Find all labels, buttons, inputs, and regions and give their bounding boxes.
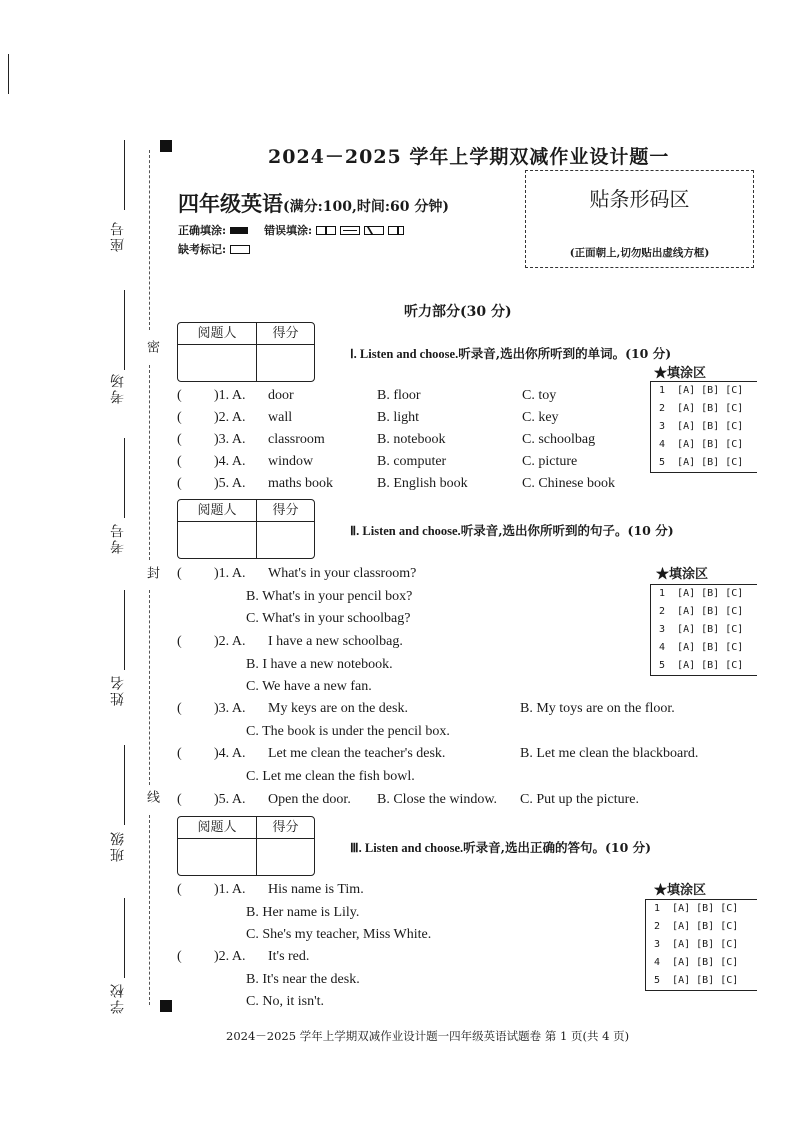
option-c: C. Let me clean the fish bowl. [246, 769, 415, 784]
answer-area-label: ★填涂区 [654, 883, 707, 898]
alignment-mark-top [160, 140, 172, 152]
wrong-fill-sample [340, 226, 360, 235]
name-line [124, 590, 125, 670]
question-number: )1. A. [214, 388, 246, 403]
question-row [177, 566, 417, 582]
score-box-divider [256, 344, 257, 381]
option-c: C. Put up the picture. [520, 792, 639, 807]
option-b: B. light [377, 410, 420, 425]
barcode-area [525, 170, 754, 268]
option-a: My keys are on the desk. [268, 701, 408, 716]
answer-row[interactable]: 3 [A] [B] [C] [659, 421, 744, 432]
fill-instructions [178, 222, 404, 238]
exam-no-label: 考号 [110, 522, 126, 554]
barcode-title: 贴条形码区 [589, 187, 690, 211]
answer-area-part1 [650, 381, 757, 473]
option-a: Let me clean the teacher's desk. [268, 746, 446, 761]
reviewer-header: 阅题人 [178, 500, 257, 522]
option-b: B. notebook [377, 432, 446, 447]
listening-section-header: 听力部分(30 分) [404, 304, 512, 320]
answer-row[interactable]: 5 [A] [B] [C] [659, 457, 744, 468]
question-number: )2. A. [214, 410, 246, 425]
answer-area-part3 [645, 899, 757, 991]
seat-line [124, 140, 125, 210]
answer-row[interactable]: 2 [A] [B] [C] [659, 606, 744, 617]
part2-title [350, 521, 674, 539]
answer-row[interactable]: 1 [A] [B] [C] [654, 903, 739, 914]
option-a: wall [268, 410, 293, 425]
option-a: maths book [268, 476, 333, 491]
answer-row[interactable]: 3 [A] [B] [C] [654, 939, 739, 950]
school-label: 学校 [110, 982, 126, 1014]
question-number: )3. A. [214, 432, 246, 447]
absent-label: 缺考标记: [178, 243, 227, 256]
option-c: C. What's in your schoolbag? [246, 611, 411, 626]
class-line [124, 745, 125, 825]
score-header: 得分 [257, 817, 314, 839]
option-c: C. Chinese book [522, 476, 615, 491]
wrong-fill-label: 错误填涂: [264, 224, 313, 237]
question-row [177, 949, 310, 965]
option-b: B. Her name is Lily. [246, 905, 360, 920]
part3-title [350, 838, 651, 856]
answer-area-part2 [650, 584, 757, 676]
option-c: C. She's my teacher, Miss White. [246, 927, 432, 942]
score-box [177, 816, 315, 876]
name-label: 姓名 [110, 674, 126, 706]
score-box [177, 322, 315, 382]
question-row [177, 476, 615, 492]
question-number: )4. A. [214, 454, 246, 469]
part1-title-en: Ⅰ. Listen and choose. [350, 347, 459, 361]
seal-dash-line [149, 815, 150, 1005]
question-row [177, 882, 364, 898]
scan-edge-mark [8, 54, 9, 94]
correct-fill-sample [230, 227, 248, 234]
answer-area-label: ★填涂区 [654, 366, 707, 381]
question-row [177, 432, 596, 448]
answer-row[interactable]: 5 [A] [B] [C] [654, 975, 739, 986]
seal-dash-line [149, 365, 150, 560]
option-a: I have a new schoolbag. [268, 634, 403, 649]
answer-blank-open[interactable]: ( [177, 410, 182, 425]
option-c: C. toy [522, 388, 557, 403]
seal-char-mi: 密 [144, 340, 159, 353]
grade-meta: (满分:100,时间:60 分钟) [283, 199, 450, 215]
page-footer: 2024－2025 学年上学期双减作业设计题一四年级英语试题卷 第 1 页(共 4 页) [226, 1029, 630, 1043]
grade-title-text: 四年级英语 [178, 191, 283, 216]
option-b: B. Let me clean the blackboard. [520, 746, 699, 761]
question-number: )1. A. [214, 882, 246, 897]
question-number: )4. A. [214, 746, 246, 761]
question-row [177, 746, 699, 762]
room-line [124, 290, 125, 370]
question-number: )5. A. [214, 476, 246, 491]
question-number: )2. A. [214, 949, 246, 964]
seal-dash-line [149, 150, 150, 330]
seal-char-feng: 封 [144, 566, 159, 579]
answer-blank-open[interactable]: ( [177, 634, 182, 649]
answer-row[interactable]: 5 [A] [B] [C] [659, 660, 744, 671]
answer-blank-open[interactable]: ( [177, 949, 182, 964]
option-a: What's in your classroom? [268, 566, 417, 581]
answer-area-label: ★填涂区 [656, 567, 709, 582]
option-b: B. I have a new notebook. [246, 657, 393, 672]
score-box-divider [256, 838, 257, 875]
score-header: 得分 [257, 323, 314, 345]
absent-mark-row [178, 241, 250, 257]
barcode-note: (正面朝上,切勿贴出虚线方框) [569, 247, 710, 259]
answer-blank-open[interactable]: ( [177, 432, 182, 447]
question-row [177, 454, 578, 470]
question-row [177, 410, 559, 426]
option-c: C. key [522, 410, 559, 425]
exam-title: 2024－2025 学年上学期双减作业设计题一 [268, 146, 670, 168]
part3-title-cn: 听录音,选出正确的答句。(10 分) [463, 840, 652, 855]
answer-blank-open[interactable]: ( [177, 746, 182, 761]
option-b: B. What's in your pencil box? [246, 589, 413, 604]
answer-blank-open[interactable]: ( [177, 388, 182, 403]
alignment-mark-bottom [160, 1000, 172, 1012]
part1-title-cn: 听录音,选出你所听到的单词。(10 分) [458, 346, 672, 361]
answer-row[interactable]: 2 [A] [B] [C] [654, 921, 739, 932]
option-c: C. The book is under the pencil box. [246, 724, 450, 739]
question-number: )2. A. [214, 634, 246, 649]
seal-dash-line [149, 590, 150, 785]
answer-row[interactable]: 1 [A] [B] [C] [659, 588, 744, 599]
question-number: )3. A. [214, 701, 246, 716]
question-row [177, 634, 403, 650]
option-c: C. We have a new fan. [246, 679, 372, 694]
option-b: B. English book [377, 476, 468, 491]
option-c: C. picture [522, 454, 578, 469]
question-row [177, 792, 639, 808]
option-b: B. Close the window. [377, 792, 498, 807]
answer-blank-open[interactable]: ( [177, 792, 182, 807]
option-a: His name is Tim. [268, 882, 364, 897]
answer-row[interactable]: 3 [A] [B] [C] [659, 624, 744, 635]
answer-row[interactable]: 2 [A] [B] [C] [659, 403, 744, 414]
question-number: )5. A. [214, 792, 246, 807]
option-a: It's red. [268, 949, 310, 964]
grade-title [178, 188, 449, 218]
answer-blank-open[interactable]: ( [177, 566, 182, 581]
wrong-fill-sample [388, 226, 404, 235]
option-c: C. No, it isn't. [246, 994, 324, 1009]
answer-blank-open[interactable]: ( [177, 454, 182, 469]
answer-blank-open[interactable]: ( [177, 476, 182, 491]
wrong-fill-sample [364, 226, 384, 235]
part1-title [350, 344, 671, 362]
answer-blank-open[interactable]: ( [177, 701, 182, 716]
class-label: 班级 [110, 830, 126, 862]
exam-no-line [124, 438, 125, 518]
part2-title-cn: 听录音,选出你所听到的句子。(10 分) [460, 523, 674, 538]
wrong-fill-sample [316, 226, 336, 235]
option-b: B. It's near the desk. [246, 972, 360, 987]
answer-row[interactable]: 4 [A] [B] [C] [654, 957, 739, 968]
absent-mark-box[interactable] [230, 245, 250, 254]
reviewer-header: 阅题人 [178, 817, 257, 839]
reviewer-header: 阅题人 [178, 323, 257, 345]
answer-blank-open[interactable]: ( [177, 882, 182, 897]
part2-title-en: Ⅱ. Listen and choose. [350, 524, 461, 538]
option-a: door [268, 388, 294, 403]
option-b: B. computer [377, 454, 447, 469]
option-a: Open the door. [268, 792, 351, 807]
seal-char-xian: 线 [144, 790, 159, 803]
answer-row[interactable]: 4 [A] [B] [C] [659, 439, 744, 450]
room-label: 考场 [110, 372, 126, 404]
option-a: window [268, 454, 314, 469]
option-b: B. floor [377, 388, 421, 403]
option-a: classroom [268, 432, 325, 447]
score-box [177, 499, 315, 559]
option-b: B. My toys are on the floor. [520, 701, 675, 716]
question-row [177, 388, 557, 404]
school-line [124, 898, 125, 978]
question-number: )1. A. [214, 566, 246, 581]
seat-label: 座号 [110, 220, 126, 252]
answer-row[interactable]: 4 [A] [B] [C] [659, 642, 744, 653]
score-box-divider [256, 521, 257, 558]
option-c: C. schoolbag [522, 432, 596, 447]
answer-row[interactable]: 1 [A] [B] [C] [659, 385, 744, 396]
question-row [177, 701, 675, 717]
part3-title-en: Ⅲ. Listen and choose. [350, 841, 464, 855]
correct-fill-label: 正确填涂: [178, 224, 227, 237]
score-header: 得分 [257, 500, 314, 522]
